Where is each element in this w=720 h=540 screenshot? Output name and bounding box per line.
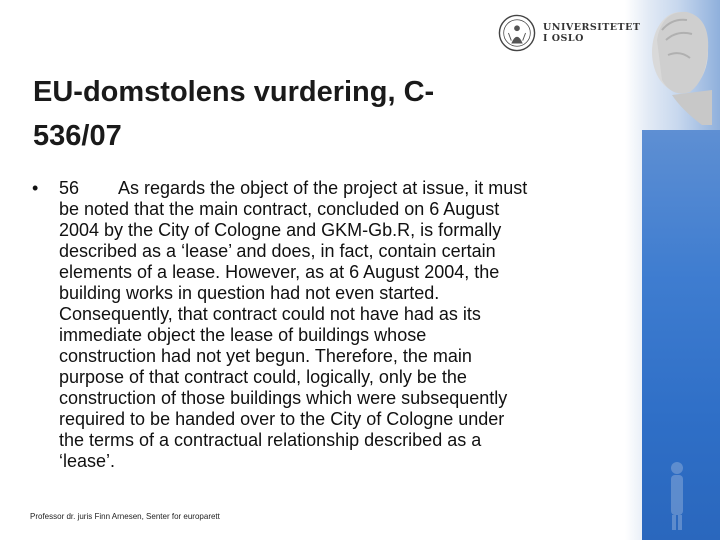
body-line: construction of those buildings which were subsequently (59, 388, 508, 408)
logo-line2: I OSLO (543, 33, 584, 44)
body-line: the terms of a contractual relationship described as a (59, 430, 482, 450)
title-line-2: 536/07 (33, 120, 122, 152)
paragraph-body (59, 178, 629, 472)
statue-head-image (632, 0, 712, 125)
body-line: described as a ‘lease’ and does, in fact, contain certain (59, 241, 496, 261)
body-line: elements of a lease. However, as at 6 August 2004, the (59, 262, 500, 282)
body-line: 56 As regards the object of the project at issue, it must (59, 178, 528, 198)
university-seal-icon (498, 14, 536, 52)
body-line: construction had not yet begun. Therefore, the main (59, 346, 472, 366)
bullet-item (32, 178, 632, 472)
body-line: building works in question had not even started. (59, 283, 440, 303)
body-line: 2004 by the City of Cologne and GKM‑Gb.R, is formally (59, 220, 502, 240)
logo-wordmark (543, 22, 640, 44)
bullet-marker: • (32, 178, 39, 198)
body-line: purpose of that contract could, logically, only be the (59, 367, 467, 387)
blue-gradient-panel (642, 130, 720, 540)
logo-line1: UNIVERSITETET (543, 22, 641, 33)
slide-title (33, 70, 553, 158)
body-line: Consequently, that contract could not have had as its (59, 304, 481, 324)
decorative-side-band (625, 0, 720, 540)
body-line: ‘lease’. (59, 451, 116, 471)
university-logo (498, 14, 640, 52)
title-line-1: EU-domstolens vurdering, C- (33, 76, 435, 108)
footer-text: Professor dr. juris Finn Arnesen, Senter for europarett (30, 512, 220, 521)
body-line: be noted that the main contract, concluded on 6 August (59, 199, 500, 219)
figure-silhouette-image (662, 460, 692, 530)
body-line: immediate object the lease of buildings whose (59, 325, 427, 345)
body-line: required to be handed over to the City of Cologne under (59, 409, 505, 429)
